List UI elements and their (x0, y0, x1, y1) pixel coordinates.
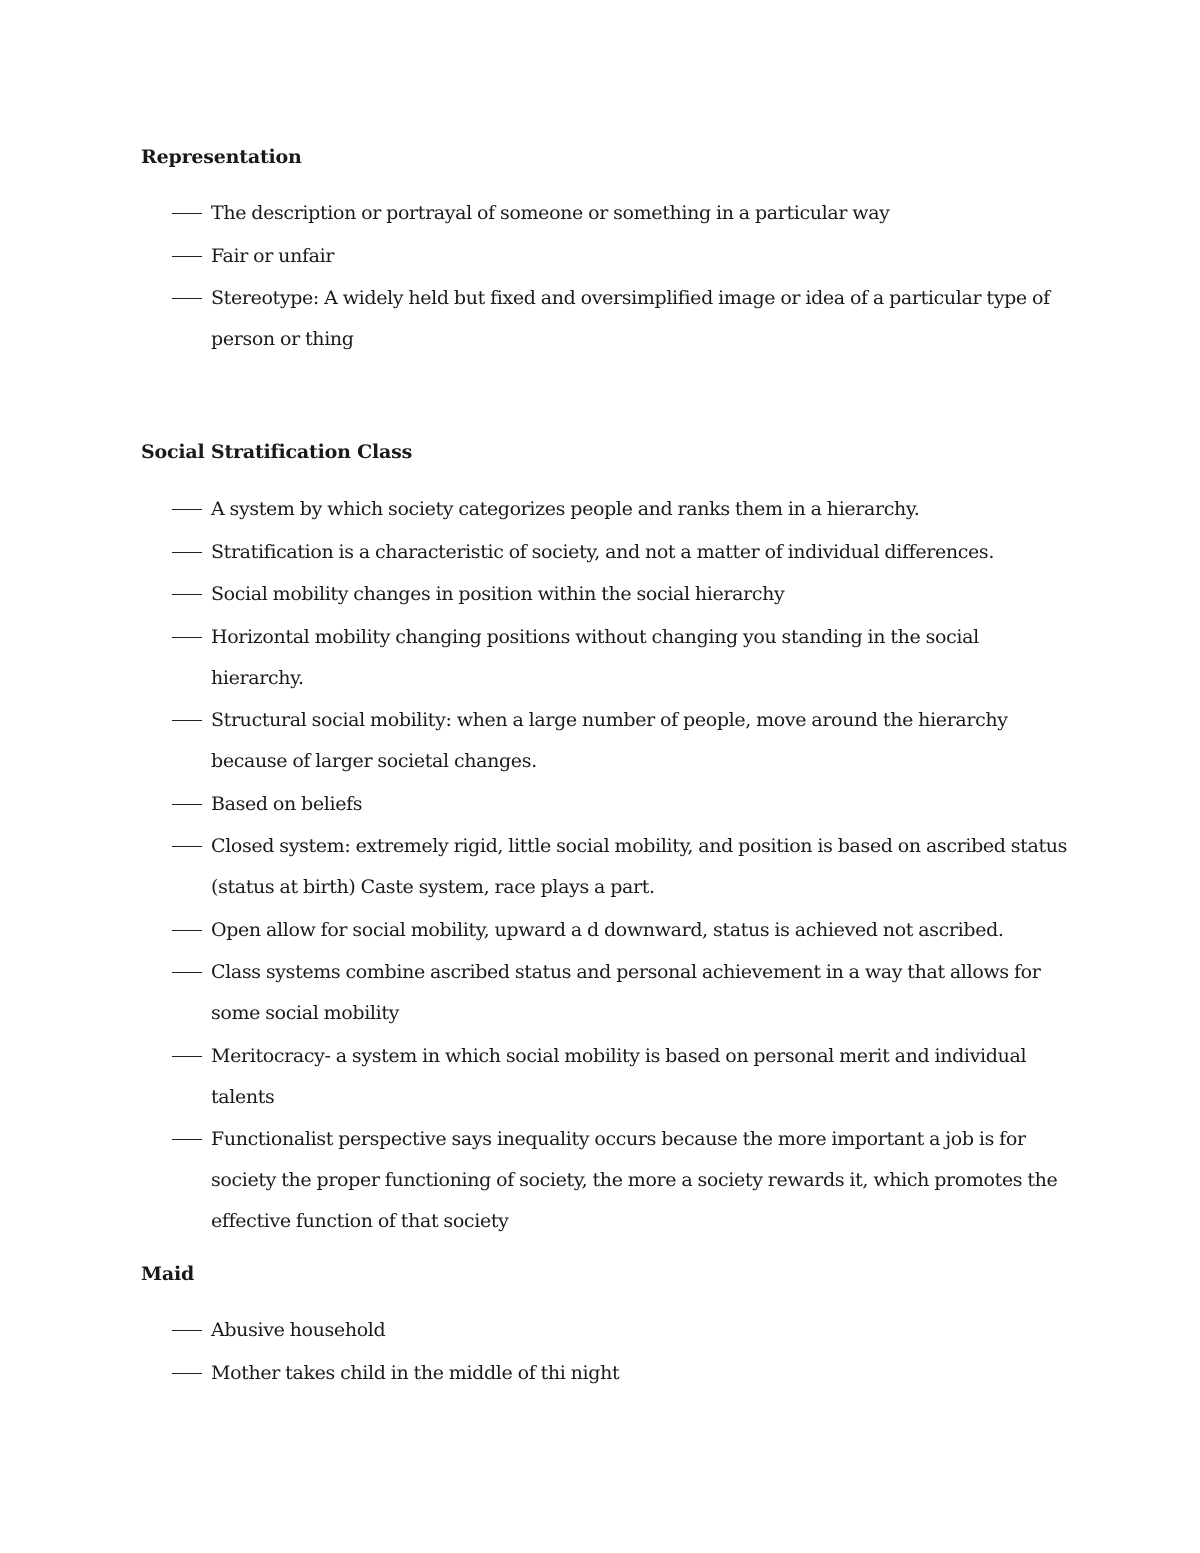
dash-bullet-icon (172, 509, 202, 510)
list-item: Based on beliefs (0, 784, 1071, 825)
dash-bullet-icon (172, 637, 202, 638)
dash-bullet-icon (172, 213, 202, 214)
list-item: A system by which society categorizes people and ranks them in a hierarchy. (0, 489, 1071, 530)
list-item: Horizontal mobility changing positions without changing you standing in the social hierarchy. (0, 617, 1071, 699)
dash-bullet-icon (172, 972, 202, 973)
dash-bullet-icon (172, 804, 202, 805)
dash-bullet-icon (172, 256, 202, 257)
list-item: Fair or unfair (0, 236, 1071, 277)
list-item: Class systems combine ascribed status and personal achievement in a way that allows for some social mobility (0, 952, 1071, 1034)
dash-bullet-icon (172, 552, 202, 553)
list-item: Functionalist perspective says inequality occurs because the more important a job is for society the proper functioning of society, the more a society rewards it, which promotes the effective function of that society (0, 1119, 1071, 1242)
dash-bullet-icon (172, 1056, 202, 1057)
bullet-list-maid (0, 1310, 1200, 1395)
section-heading-social-stratification: Social Stratification Class (141, 441, 413, 463)
list-item: Structural social mobility: when a large number of people, move around the hierarchy because of larger societal changes. (0, 700, 1071, 782)
dash-bullet-icon (172, 298, 202, 299)
bullet-list-representation (0, 193, 1200, 362)
list-item: The description or portrayal of someone or something in a particular way (0, 193, 1071, 234)
list-item: Closed system: extremely rigid, little social mobility, and position is based on ascribed status (status at birth) Caste system, race plays a part. (0, 826, 1071, 908)
list-item: Stereotype: A widely held but fixed and oversimplified image or idea of a particular type of person or thing (0, 278, 1071, 360)
dash-bullet-icon (172, 930, 202, 931)
dash-bullet-icon (172, 1330, 202, 1331)
dash-bullet-icon (172, 594, 202, 595)
dash-bullet-icon (172, 1373, 202, 1374)
list-item: Open allow for social mobility, upward a d downward, status is achieved not ascribed. (0, 910, 1071, 951)
dash-bullet-icon (172, 846, 202, 847)
list-item: Mother takes child in the middle of thi night (0, 1353, 1071, 1394)
list-item: Stratification is a characteristic of society, and not a matter of individual differences. (0, 532, 1071, 573)
dash-bullet-icon (172, 720, 202, 721)
section-heading-representation: Representation (141, 146, 302, 168)
list-item: Social mobility changes in position within the social hierarchy (0, 574, 1071, 615)
section-heading-maid: Maid (141, 1263, 195, 1285)
dash-bullet-icon (172, 1139, 202, 1140)
bullet-list-social-stratification (0, 489, 1200, 1244)
list-item: Abusive household (0, 1310, 1071, 1351)
list-item: Meritocracy- a system in which social mobility is based on personal merit and individual talents (0, 1036, 1071, 1118)
